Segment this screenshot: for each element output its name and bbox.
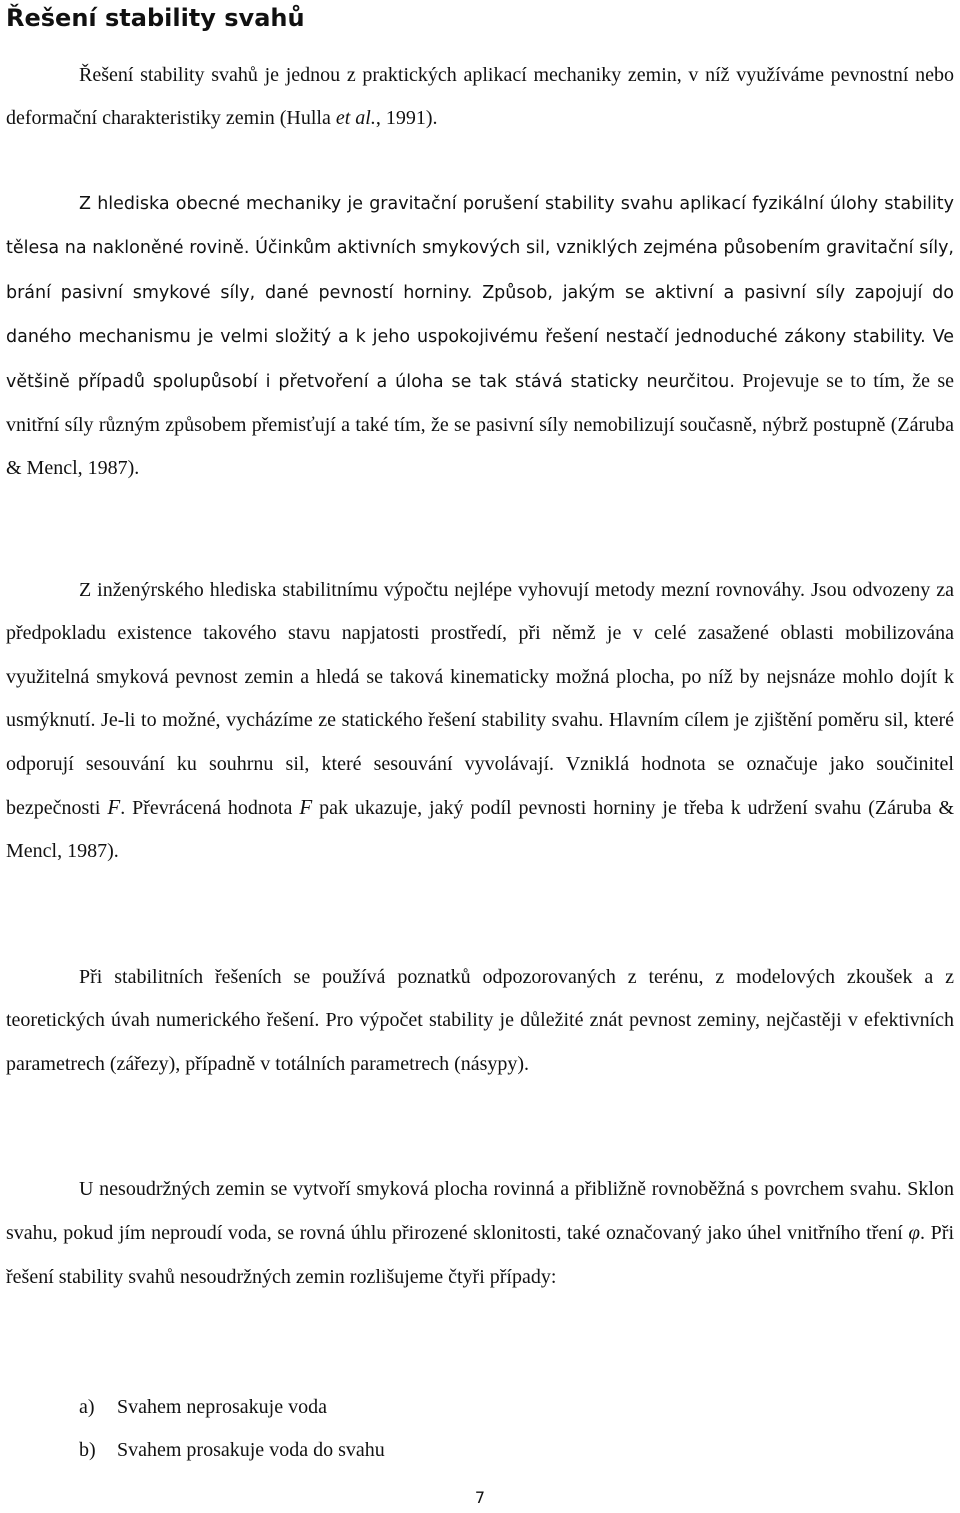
paragraph-cohesionless-text: U nesoudržných zemin se vytvoří smyková plocha rovinná a přibližně rovnoběžná s povrchem svahu. Sklon svahu, pokud jím neproudí voda, se rovná úhlu přirozené sklonitosti, také označovaný jako úhel vnitřního tření bbox=[6, 1178, 954, 1245]
safety-factor-symbol: F bbox=[107, 795, 121, 820]
paragraph-mechanics bbox=[6, 182, 954, 491]
list-marker: b) bbox=[79, 1439, 96, 1462]
list-marker: a) bbox=[79, 1396, 95, 1418]
page-number: 7 bbox=[474, 1488, 486, 1507]
paragraph-mechanics-text: Z hlediska obecné mechaniky je gravitační porušení stability svahu aplikací fyzikální úlohy stability tělesa na nakloněné rovině. Účinkům aktivních smykových sil, vzniklých zejména působením gravitační síly, brání pasivní smykové síly, dané pevností horniny. Způsob, jakým se aktivní a pasivní síly zapojují do daného mechanismu je velmi složitý a k jeho uspokojivému řešení nestačí jednoduché zákony stability. Ve většině případů spolupůsobí i přetvoření a úloha se tak stává staticky neurčitou. bbox=[6, 194, 954, 392]
list-item-text: Svahem prosakuje voda do svahu bbox=[117, 1439, 385, 1462]
list-item bbox=[79, 1429, 385, 1472]
paragraph-limit-equilibrium-mid: . Převrácená hodnota bbox=[120, 797, 300, 820]
section-heading: Řešení stability svahů bbox=[6, 4, 305, 32]
paragraph-limit-equilibrium bbox=[6, 569, 954, 874]
paragraph-cohesionless-soils bbox=[6, 1168, 954, 1299]
paragraph-intro-text: Řešení stability svahů je jednou z praktických aplikací mechaniky zemin, v níž využíváme pevnostní nebo deformační charakteristiky zemin (Hulla bbox=[6, 64, 954, 130]
safety-factor-symbol: F bbox=[299, 795, 313, 820]
list-item bbox=[79, 1386, 385, 1429]
paragraph-limit-equilibrium-tail: pak ukazuje, jaký podíl pevnosti horniny je třeba k udržení svahu (Záruba & Mencl, 1987). bbox=[6, 797, 955, 863]
paragraph-mechanics-tail: Projevuje se to tím, že se vnitřní síly různým způsobem přemisťují a také tím, že se pasivní síly nemobilizují současně, nýbrž postupně (Záruba & Mencl, 1987). bbox=[6, 369, 955, 480]
paragraph-cohesionless-tail: . Při řešení stability svahů nesoudržných zemin rozlišujeme čtyři případy: bbox=[6, 1222, 955, 1288]
list-item-text: Svahem neprosakuje voda bbox=[117, 1396, 327, 1418]
paragraph-limit-equilibrium-text: Z inženýrského hlediska stabilitnímu výpočtu nejlépe vyhovují metody mezní rovnováhy. Jsou odvozeny za předpokladu existence takového stavu napjatosti prostředí, při němž je v celé zasažené oblasti mobilizována využitelná smyková pevnost zemin a hledá se taková kinematicky možná plocha, po níž by nejsnáze mohlo dojít k usmýknutí. Je-li to možné, vycházíme ze statického řešení stability svahu. Hlavním cílem je zjištění poměru sil, které odporují sesouvání ku souhrnu sil, které sesouvání vyvolávají. Vzniklá hodnota se označuje jako součinitel bezpečnosti bbox=[6, 579, 954, 820]
cases-list bbox=[79, 1386, 385, 1473]
paragraph-intro bbox=[6, 54, 954, 141]
friction-angle-symbol: φ bbox=[908, 1220, 921, 1245]
citation-italic: et al. bbox=[335, 107, 376, 130]
paragraph-observations: Při stabilitních řešeních se používá poznatků odpozorovaných z terénu, z modelových zkoušek a z teoretických úvah numerického řešení. Pro výpočet stability je důležité znát pevnost zeminy, nejčastěji v efektivních parametrech (zářezy), případně v totálních parametrech (násypy). bbox=[6, 966, 954, 1075]
paragraph-intro-tail: , 1991). bbox=[375, 107, 438, 130]
